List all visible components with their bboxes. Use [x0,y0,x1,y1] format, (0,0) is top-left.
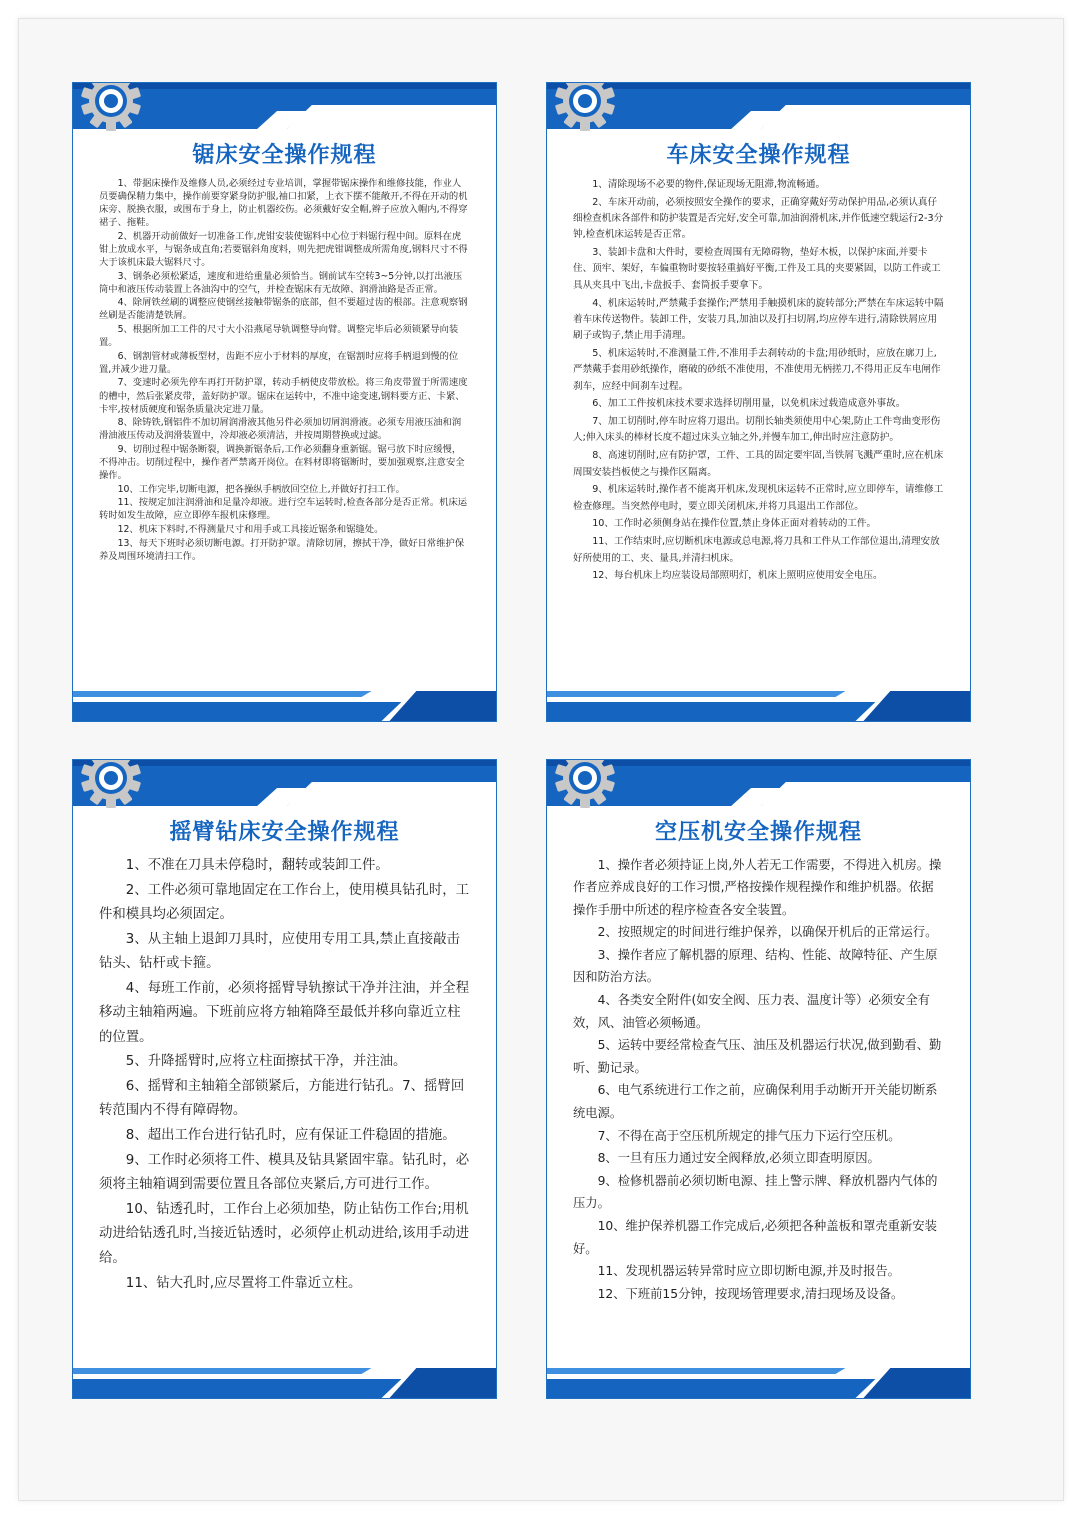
rule-item: 11、工作结束时,应切断机床电源或总电源,将刀具和工件从工作部位退出,清理安放好所使用的工、夹、量具,并清扫机床。 [573,536,940,564]
compressor-safety-card [546,759,971,1399]
rule-item: 3、从主轴上退卸刀具时，应使用专用工具,禁止直接敲击钻头、钻杆或卡箍。 [99,931,460,972]
rule-item: 1、清除现场不必要的物件,保证现场无阻滞,物流畅通。 [592,179,826,190]
rule-item: 6、电气系统进行工作之前，应确保利用手动断开开关能切断系统电源。 [573,1083,938,1120]
rule-item: 4、机床运转时,严禁戴手套操作;严禁用手触摸机床的旋转部分;严禁在车床运转中隔着车床传送物件。装卸工件，安装刀具,加油以及打扫切屑,均应停车进行,清除铁屑应用刷子或钩子,禁止用手清理。 [573,297,944,342]
rule-item: 8、除铸铁,钢铝件不加切屑润滑液其他另件必须加切屑润滑液。必须专用液压油和润滑油液压传动及润滑装置中，冷却液必须清洁，并按周期替换或过滤。 [99,417,462,442]
rule-item: 8、一旦有压力通过安全阀释放,必须立即查明原因。 [597,1151,880,1166]
rule-item: 4、每班工作前，必须将摇臂导轨擦试干净并注油，并全程移动主轴箱两遍。下班前应将方轴箱降至最低并移向靠近立柱的位置。 [99,980,470,1045]
rule-item: 7、变速时必须先停车再打开防护罩，转动手柄使皮带放松。将三角皮带置于所需速度的槽中，然后张紧皮带，盖好防护罩。锯床在运转中，不准中途变速,钢料要方正、卡紧、卡牢,按材质硬度和锯条质量决定进刀量。 [99,377,468,415]
rule-item: 5、机床运转时,不准测量工件,不准用手去刹转动的卡盘;用砂纸时，应放在廓刀上,严禁戴手套用砂纸操作，磨破的砂纸不准使用，不准使用无柄搓刀,不得用正反车电闸作刹车，应经中间刹车过程。 [573,347,941,392]
rule-item: 2、车床开动前，必须按照安全操作的要求，正确穿戴好劳动保护用品,必须认真仔细检查机床各部件和防护装置是否完好,安全可靠,加油润滑机床,并作低速空载运行2-3分钟,检查机床运转是否正常。 [573,196,944,241]
rule-item: 12、下班前15分钟，按现场管理要求,清扫现场及设备。 [597,1287,904,1302]
rule-item: 7、不得在高于空压机所规定的排气压力下运行空压机。 [597,1128,901,1143]
rule-item: 10、钻透孔时，工作台上必须加垫，防止钻伤工作台;用机动进给钻透孔时,当接近钻透时，必须停止机动进给,该用手动进给。 [99,1202,470,1266]
rule-item: 13、每天下班时必须切断电源。打开防护罩。清除切屑，擦拭干净，做好日常维护保养及周围环境清扫工作。 [99,537,465,562]
rule-item: 1、操作者必须持证上岗,外人若无工作需要，不得进入机房。操作者应养成良好的工作习惯,严格按操作规程操作和维护机器。依据操作手册中所述的程序检查各安全装置。 [573,858,942,917]
rules-list [573,177,944,586]
saw-safety-card [72,82,497,722]
lathe-safety-card [546,82,971,722]
rule-item: 4、除屑铁丝刷的调整应使钢丝接触带锯条的底部，但不要超过齿的根部。注意观察钢丝刷是否能清楚铁屑。 [99,297,468,322]
rule-item: 9、检修机器前必须切断电源、挂上警示牌、释放机器内气体的压力。 [573,1174,938,1211]
rule-item: 8、超出工作台进行钻孔时，应有保证工件稳固的措施。 [125,1128,456,1144]
card-title: 摇臂钻床安全操作规程 [169,820,400,845]
card-title: 车床安全操作规程 [666,143,851,168]
rule-item: 11、发现机器运转异常时应立即切断电源,并及时报告。 [597,1264,900,1279]
gear-icon [553,82,617,133]
rule-item: 1、带据床操作及维修人员,必须经过专业培训，掌握带锯床操作和维修技能，作业人员要确保精力集中，操作前要穿紧身防护服,袖口扣紧，上衣下摆不能敞开,不得在开动的机床旁、脱换衣服，或围布于身上，防止机器绞伤。必须戴好安全帽,辫子应放入帽内,不得穿裙子、拖鞋。 [99,178,468,229]
rule-item: 5、运转中要经常检查气压、油压及机器运行状况,做到勤看、勤听、勤记录。 [573,1038,942,1075]
rule-item: 3、钢条必须松紧适，速度和进给重量必须恰当。钢前试车空转3~5分钟,以打出液压筒中和液压传动装置上各油沟中的空气，并检查锯床有无故障、润滑油路是否正常。 [99,270,463,295]
rule-item: 6、摇臂和主轴箱全部锁紧后，方能进行钻孔。7、摇臂回转范围内不得有障碍物。 [99,1079,465,1119]
rules-list [573,854,944,1306]
footer-stripes [73,1362,496,1398]
rule-item: 1、不准在刀具未停稳时，翻转或装卸工件。 [125,858,389,873]
rule-item: 10、工作时必须侧身站在操作位置,禁止身体正面对着转动的工件。 [592,518,877,530]
rule-item: 9、机床运转时,操作者不能离开机床,发现机床运转不正常时,应立即停车，请维修工检查修理。当突然停电时，要立即关闭机床,并将刀具退出工作部位。 [573,484,944,512]
rule-item: 3、操作者应了解机器的原理、结构、性能、故障特征、产生原因和防治方法。 [573,948,938,985]
rule-item: 12、机床下料时,不得测量尺寸和用手或工具接近锯条和锯缝处。 [117,523,384,535]
card-title: 空压机安全操作规程 [654,820,862,845]
gear-icon [553,759,617,810]
gear-icon [79,759,143,810]
rule-item: 9、工作时必须将工件、模具及钻具紧固牢靠。钻孔时，必须将主轴箱调到需要位置且各部位夹紧后,方可进行工作。 [99,1153,470,1193]
footer-stripes [73,685,496,721]
rule-item: 6、钢割管材或薄板型材，齿距不应小于材料的厚度，在锯割时应将手柄退到慢的位置,并减少进刀量。 [99,350,459,375]
rule-item: 3、装卸卡盘和大件时，要检查周围有无障碍物，垫好木板，以保护床面,并要卡住、顶牢、架好，车偏重物时要按轻重搞好平衡,工件及工具的夹要紧固，以防工件或工具从夹具中飞出,卡盘扳手、套筒扳手要拿下。 [573,247,941,291]
drill-safety-card [72,759,497,1399]
rule-item: 5、升降摇臂时,应将立柱面擦拭干净，并注油。 [125,1054,407,1070]
rules-list [99,854,470,1296]
rule-item: 4、各类安全附件(如安全阀、压力表、温度计等）必须安全有效，风、油管必须畅通。 [573,993,930,1030]
rules-list [99,177,470,563]
footer-stripes [547,685,970,721]
rule-item: 10、维护保养机器工作完成后,必须把各种盖板和罩壳重新安装好。 [573,1219,937,1256]
rule-item: 7、加工切削时,停车时应将刀退出。切削长轴类须使用中心架,防止工件弯曲变形伤人;伸入床头的棒材长度不超过床头立轴之外,并慢车加工,伸出时应注意防护。 [573,416,941,444]
rule-item: 11、按规定加注润滑油和足量冷却液。进行空车运转时,检查各部分是否正常。机床运转时如发生故障，应立即停车报机床修理。 [99,497,468,522]
rule-item: 10、工作完毕,切断电源，把各操纵手柄放回空位上,并做好打扫工作。 [117,483,405,495]
rule-item: 2、机器开动前做好一切准备工作,虎钳安装使锯料中心位于料锯行程中间。原料在虎钳上放成水平，与锯条成直角;若要锯斜角度料，则先把虎钳调整成所需角度,钢料尺寸不得大于该机床最大锯料尺寸。 [99,230,468,269]
rule-item: 12、每台机床上均应装设局部照明灯，机床上照明应使用安全电压。 [592,570,883,582]
gear-icon [79,82,143,133]
rule-item: 2、按照规定的时间进行维护保养，以确保开机后的正常运行。 [597,925,938,940]
rule-item: 5、根据所加工工件的尺寸大小沿燕尾导轨调整导向臂。调整完毕后必须锁紧导向装置。 [99,324,459,349]
rule-item: 8、高速切削时,应有防护罩，工件、工具的固定要牢固,当铁屑飞溅严重时,应在机床周围安装挡板使之与操作区隔离。 [573,450,944,478]
rule-item: 9、切削过程中锯条断裂，调换新锯条后,工作必须翻身重新锯。锯弓放下时应缓慢，不得冲击。切削过程中，操作者严禁离开岗位。在料材即将锯断时，要加强观察,注意安全操作。 [99,443,465,482]
card-title: 锯床安全操作规程 [192,143,377,168]
rule-item: 11、钻大孔时,应尽置将工件靠近立柱。 [125,1275,362,1291]
rule-item: 6、加工工件按机床技术要求选择切削用量，以免机床过载造成意外事故。 [592,398,906,410]
rule-item: 2、工件必须可靠地固定在工作台上，使用模具钻孔时，工件和模具均必须固定。 [99,882,470,923]
footer-stripes [547,1362,970,1398]
